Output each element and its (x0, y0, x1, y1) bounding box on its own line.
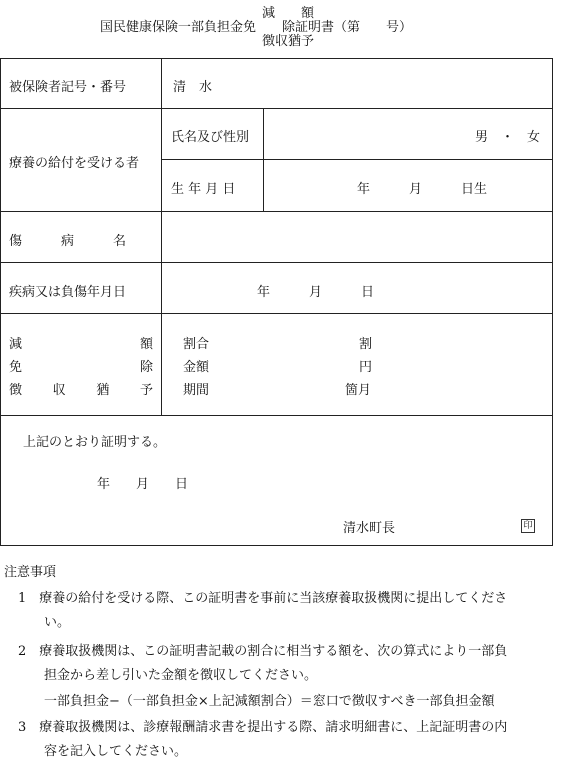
note-2-formula: 一部負担金−（一部負担金×上記減額割合）＝窓口で徴収すべき一部負担金額 (44, 694, 495, 709)
document-title: 国民健康保険一部負担金免 除証明書（第 号） (100, 20, 413, 35)
name-gender-label: 氏名及び性別 (171, 130, 250, 145)
period-unit: 箇月 (345, 383, 372, 398)
notes-heading: 注意事項 (4, 565, 57, 580)
note-3-line-2: 容を記入してください。 (44, 744, 188, 759)
insured-number-value: 清 水 (173, 80, 213, 95)
note-2-line-1: 2 療養取扱機関は、この証明書記載の割合に相当する額を、次の算式により一部負 (18, 644, 508, 659)
exemption-label: 免 除 (9, 360, 153, 375)
birth-date-value: 年 月 日生 (357, 182, 488, 197)
mayor-title: 清水町長 (343, 521, 396, 536)
insured-number-label: 被保険者記号・番号 (9, 80, 127, 95)
amount-unit: 円 (359, 360, 373, 375)
certify-text: 上記のとおり証明する。 (23, 435, 167, 450)
header-line-top: 減 額 (262, 6, 315, 21)
seal-icon: 印 (521, 519, 535, 533)
deferral-label: 徴 収 猶 予 (9, 383, 153, 398)
period-label: 期間 (183, 383, 210, 398)
note-2-line-2: 担金から差し引いた金額を徴収してください。 (44, 668, 318, 683)
amount-label: 金額 (183, 360, 210, 375)
note-1-line-1: 1 療養の給付を受ける際、この証明書を事前に当該療養取扱機関に提出してくださ (18, 591, 508, 606)
certify-date: 年 月 日 (97, 477, 189, 492)
header-line-bottom: 徴収猶予 (262, 34, 315, 49)
rate-unit: 割 (359, 337, 373, 352)
gender-value: 男 ・ 女 (475, 130, 541, 145)
injury-date-label: 疾病又は負傷年月日 (9, 285, 127, 300)
injury-date-value: 年 月 日 (257, 285, 375, 300)
rate-label: 割合 (183, 337, 210, 352)
illness-name-label: 傷 病 名 (9, 234, 127, 249)
certificate-table (0, 58, 553, 546)
reduction-label: 減 額 (9, 337, 153, 352)
note-3-line-1: 3 療養取扱機関は、診療報酬請求書を提出する際、請求明細書に、上記証明書の内 (18, 720, 508, 735)
birth-date-label: 生 年 月 日 (171, 182, 236, 197)
recipient-label: 療養の給付を受ける者 (9, 156, 140, 171)
note-1-line-2: い。 (44, 615, 71, 630)
